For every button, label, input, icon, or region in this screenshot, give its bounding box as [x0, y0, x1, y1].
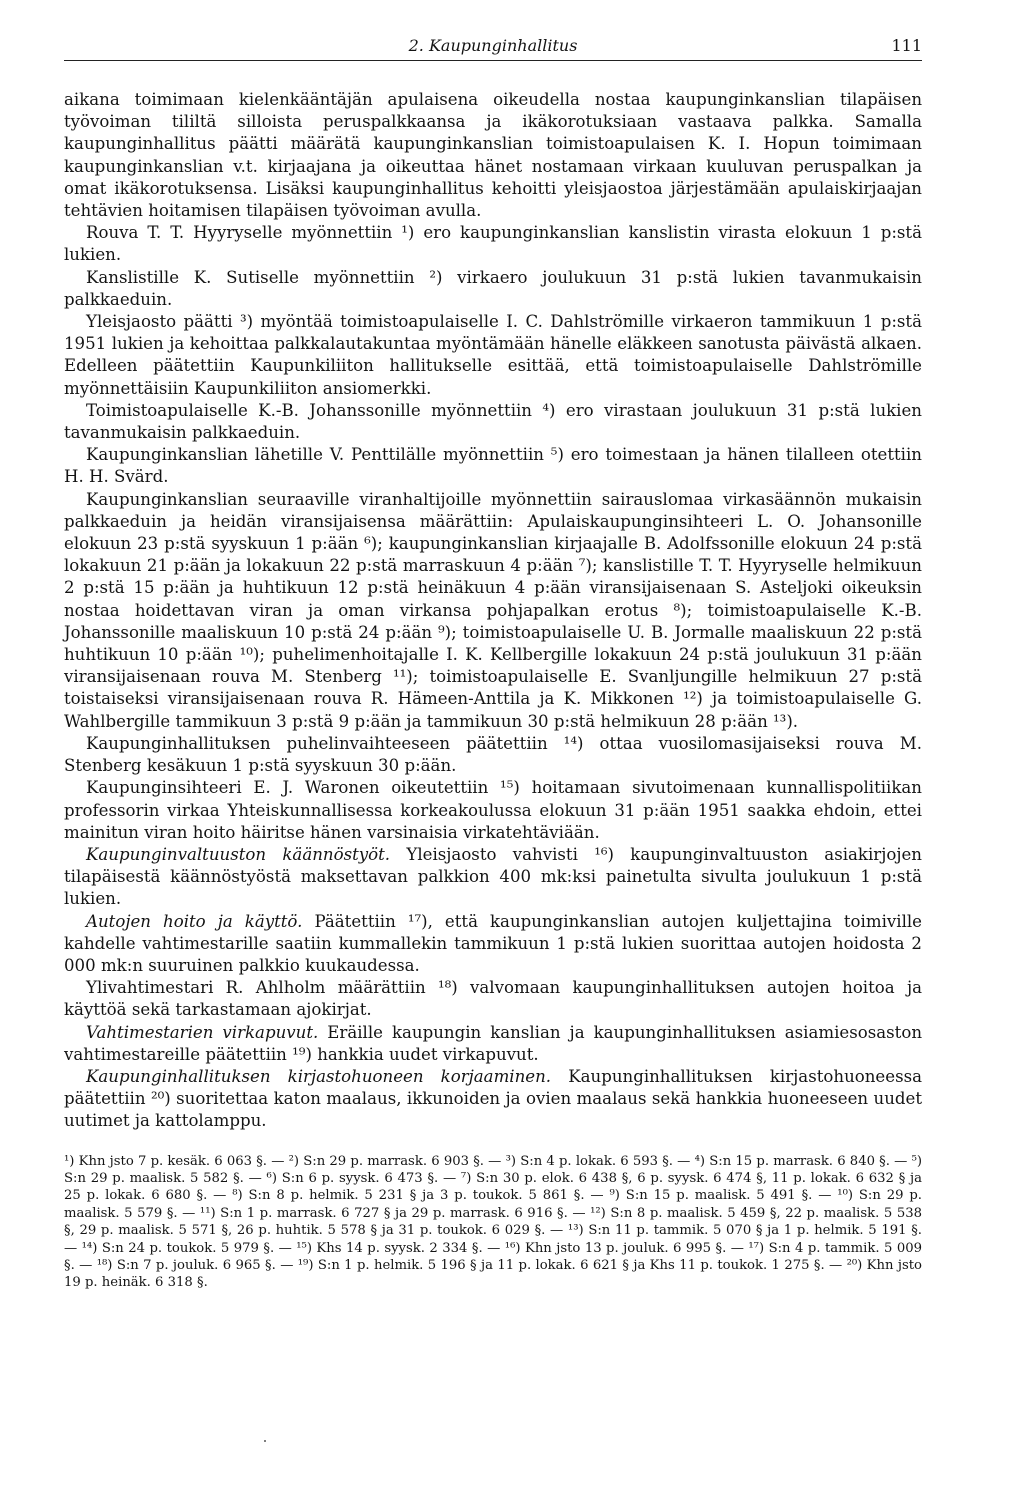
footnote-text: ¹) Khn jsto 7 p. kesäk. 6 063 §. — ²) S:n 29 p. marrask. 6 903 §. — ³) S:n 4 p. lokak. 6 593 §. — ⁴) S:n 15 p. marrask. 6 840 §. — ⁵) S:n 29 p. maalisk. 5 582 §. — ⁶) S:n 6 p. syysk. 6 473 §. — ⁷) S:n 30 p. elok. 6 438 §, 6 p. syysk. 6 474 §, 11 p. lokak. 6 632 § ja 25 p. lokak. 6 680 §. — ⁸) S:n 8 p. helmik. 5 231 § ja 3 p. toukok. 5 861 §. — ⁹) S:n 15 p. maalisk. 5 491 §. — ¹⁰) S:n 29 p. maalisk. 5 579 §. — ¹¹) S:n 1 p. marrask. 6 727 § ja 29 p. marrask. 6 916 §. — ¹²) S:n 8 p. maalisk. 5 459 §, 22 p. maalisk. 5 538 §, 29 p. maalisk. 5 571 §, 26 p. huhtik. 5 578 § ja 31 p. toukok. 6 029 §. — ¹³) S:n 11 p. tammik. 5 070 § ja 1 p. helmik. 5 191 §. — ¹⁴) S:n 24 p. toukok. 5 979 §. — ¹⁵) Khs 14 p. syysk. 2 334 §. — ¹⁶) Khn jsto 13 p. jouluk. 6 995 §. — ¹⁷) S:n 4 p. tammik. 5 009 §. — ¹⁸) S:n 7 p. jouluk. 6 965 §. — ¹⁹) S:n 1 p. helmik. 5 196 § ja 11 p. lokak. 6 621 § ja Khs 11 p. toukok. 1 275 §. — ²⁰) Khn jsto 19 p. heinäk. 6 318 §. [64, 1153, 922, 1291]
stray-mark [264, 1440, 266, 1442]
running-header [64, 34, 922, 61]
paragraph [64, 222, 922, 266]
paragraph [64, 1066, 922, 1133]
paragraph-text: Yleisjaosto vahvisti ¹⁶) kaupunginvaltuuston asiakirjojen tilapäisestä käännöstyöstä maksettavan palkkion 400 mk:ksi painetulta sivulta joulukuun 1 p:stä lukien. [64, 844, 922, 909]
section-title: 2. Kaupunginhallitus [408, 36, 578, 55]
paragraph [64, 400, 922, 444]
paragraph-text: Yleisjaosto päätti ³) myöntää toimistoapulaiselle I. C. Dahlströmille virkaeron tammikuun 1 p:stä 1951 lukien ja kehoittaa palkkalautakuntaa myöntämään hänelle eläkkeen sanotusta päivästä alkaen. Edelleen päätettiin Kaupunkiliiton hallitukselle esittää, että toimistoapulaiselle Dahlströmille myönnettäisiin Kaupunkiliiton ansiomerkki. [64, 312, 922, 398]
paragraph-text: Kaupunginhallituksen puhelinvaihteeseen päätettiin ¹⁴) ottaa vuosilomasijaiseksi rouva M. Stenberg kesäkuun 1 p:stä syyskuun 30 p:ään. [64, 733, 922, 776]
paragraph-text: Kanslistille K. Sutiselle myönnettiin ²) virkaero joulukuun 31 p:stä lukien tavanmukaisin palkkaeduin. [64, 267, 922, 309]
footnotes [64, 1153, 922, 1292]
paragraph-text: Eräille kaupungin kanslian ja kaupunginhallituksen asiamiesosaston vahtimestareille päätettiin ¹⁹) hankkia uudet virkapuvut. [64, 1022, 923, 1064]
paragraph-heading: Autojen hoito ja käyttö. [86, 911, 303, 931]
paragraph-heading: Kaupunginhallituksen kirjastohuoneen korjaaminen. [86, 1066, 552, 1086]
body-text [64, 89, 922, 1133]
paragraph [64, 977, 922, 1021]
paragraph-heading: Kaupunginvaltuuston käännöstyöt. [86, 844, 391, 864]
paragraph-text: Toimistoapulaiselle K.-B. Johanssonille myönnettiin ⁴) ero virastaan joulukuun 31 p:stä lukien tavanmukaisin palkkaeduin. [64, 400, 922, 443]
paragraph [64, 311, 922, 400]
paragraph-text: Rouva T. T. Hyyryselle myönnettiin ¹) ero kaupunginkanslian kanslistin virasta elokuun 1 p:stä lukien. [64, 223, 922, 265]
paragraph-text: Kaupunginsihteeri E. J. Waronen oikeutettiin ¹⁵) hoitamaan sivutoimenaan kunnallispolitiikan professorin virkaa Yhteiskunnallisessa korkeakoulussa elokuun 31 p:ään 1951 saakka ehdoin, ettei mainitun viran hoito häiritse hänen varsinaisia virkatehtäviään. [64, 778, 922, 842]
document-page [64, 34, 922, 1292]
paragraph [64, 1022, 922, 1066]
paragraph [64, 844, 922, 911]
page-number: 111 [891, 36, 922, 55]
paragraph-heading: Vahtimestarien virkapuvut. [86, 1022, 319, 1042]
paragraph [64, 777, 922, 844]
paragraph [64, 489, 922, 733]
paragraph-text: Kaupunginkanslian seuraaville viranhaltijoille myönnettiin sairauslomaa virkasäännön mukaisin palkkaeduin ja heidän viransijaisensa määrättiin: Apulaiskaupunginsihteeri L. O. Johansonille elokuun 23 p:stä syyskuun 1 p:ään ⁶); kaupunginkanslian kirjaajalle B. Adolfssonille elokuun 24 p:stä lokakuun 21 p:ään ja lokakuun 22 p:stä marraskuun 4 p:ään ⁷); kanslistille T. T. Hyyryselle helmikuun 2 p:stä 15 p:ään ja huhtikuun 12 p:stä heinäkuun 4 p:ään viransijaisenaan S. Asteljoki oikeuksin nostaa hoidettavan viran ja oman virkansa pohjapalkan erotus ⁸); toimistoapulaiselle K.-B. Johanssonille maaliskuun 10 p:stä 24 p:ään ⁹); toimistoapulaiselle U. B. Jormalle maaliskuun 22 p:stä huhtikuun 10 p:ään ¹⁰); puhelimenhoitajalle I. K. Kellbergille lokakuun 24 p:stä joulukuun 31 p:ään viransijaisenaan rouva M. Stenberg ¹¹); toimistoapulaiselle E. Svanljungille helmikuun 27 p:stä toistaiseksi viransijaisenaan rouva R. Hämeen-Anttila ja K. Mikkonen ¹²) ja toimistoapulaiselle G. Wahlbergille tammikuun 3 p:stä 9 p:ään ja tammikuun 30 p:stä helmikuun 28 p:ään ¹³). [64, 489, 922, 731]
paragraph-text: Päätettiin ¹⁷), että kaupunginkanslian autojen kuljettajina toimiville kahdelle vahtimestarille saatiin kummallekin tammikuun 1 p:stä lukien suorittaa autojen hoidosta 2 000 mk:n suuruinen palkkio kuukaudessa. [64, 911, 923, 975]
paragraph-text: Ylivahtimestari R. Ahlholm määrättiin ¹⁸) valvomaan kaupunginhallituksen autojen hoitoa ja käyttöä sekä tarkastamaan ajokirjat. [64, 978, 922, 1020]
paragraph [64, 267, 922, 311]
paragraph-text: Kaupunginkanslian lähetille V. Penttilälle myönnettiin ⁵) ero toimestaan ja hänen tilalleen otettiin H. H. Svärd. [64, 445, 922, 487]
paragraph-text: Kaupunginhallituksen kirjastohuoneessa päätettiin ²⁰) suoritettaa katon maalaus, ikkunoiden ja ovien maalaus sekä hankkia huoneeseen uudet uutimet ja kattolamppu. [64, 1066, 922, 1131]
paragraph [64, 89, 922, 222]
paragraph [64, 444, 922, 488]
paragraph [64, 911, 922, 978]
paragraph [64, 733, 922, 777]
paragraph-text: aikana toimimaan kielenkääntäjän apulaisena oikeudella nostaa kaupunginkanslian tilapäisen työvoiman tililtä silloista peruspalkkaansa ja ikäkorotuksiaan vastaava palkka. Samalla kaupunginhallitus päätti määrätä kaupunginkanslian toimistoapulaisen K. I. Hopun toimimaan kaupunginkanslian v.t. kirjaajana ja oikeuttaa hänet nostamaan virkaan kuuluvan peruspalkan ja omat ikäkorotuksensa. Lisäksi kaupunginhallitus kehoitti yleisjaostoa järjestämään apulaiskirjaajan tehtävien hoitamisen tilapäisen työvoiman avulla. [64, 90, 922, 221]
